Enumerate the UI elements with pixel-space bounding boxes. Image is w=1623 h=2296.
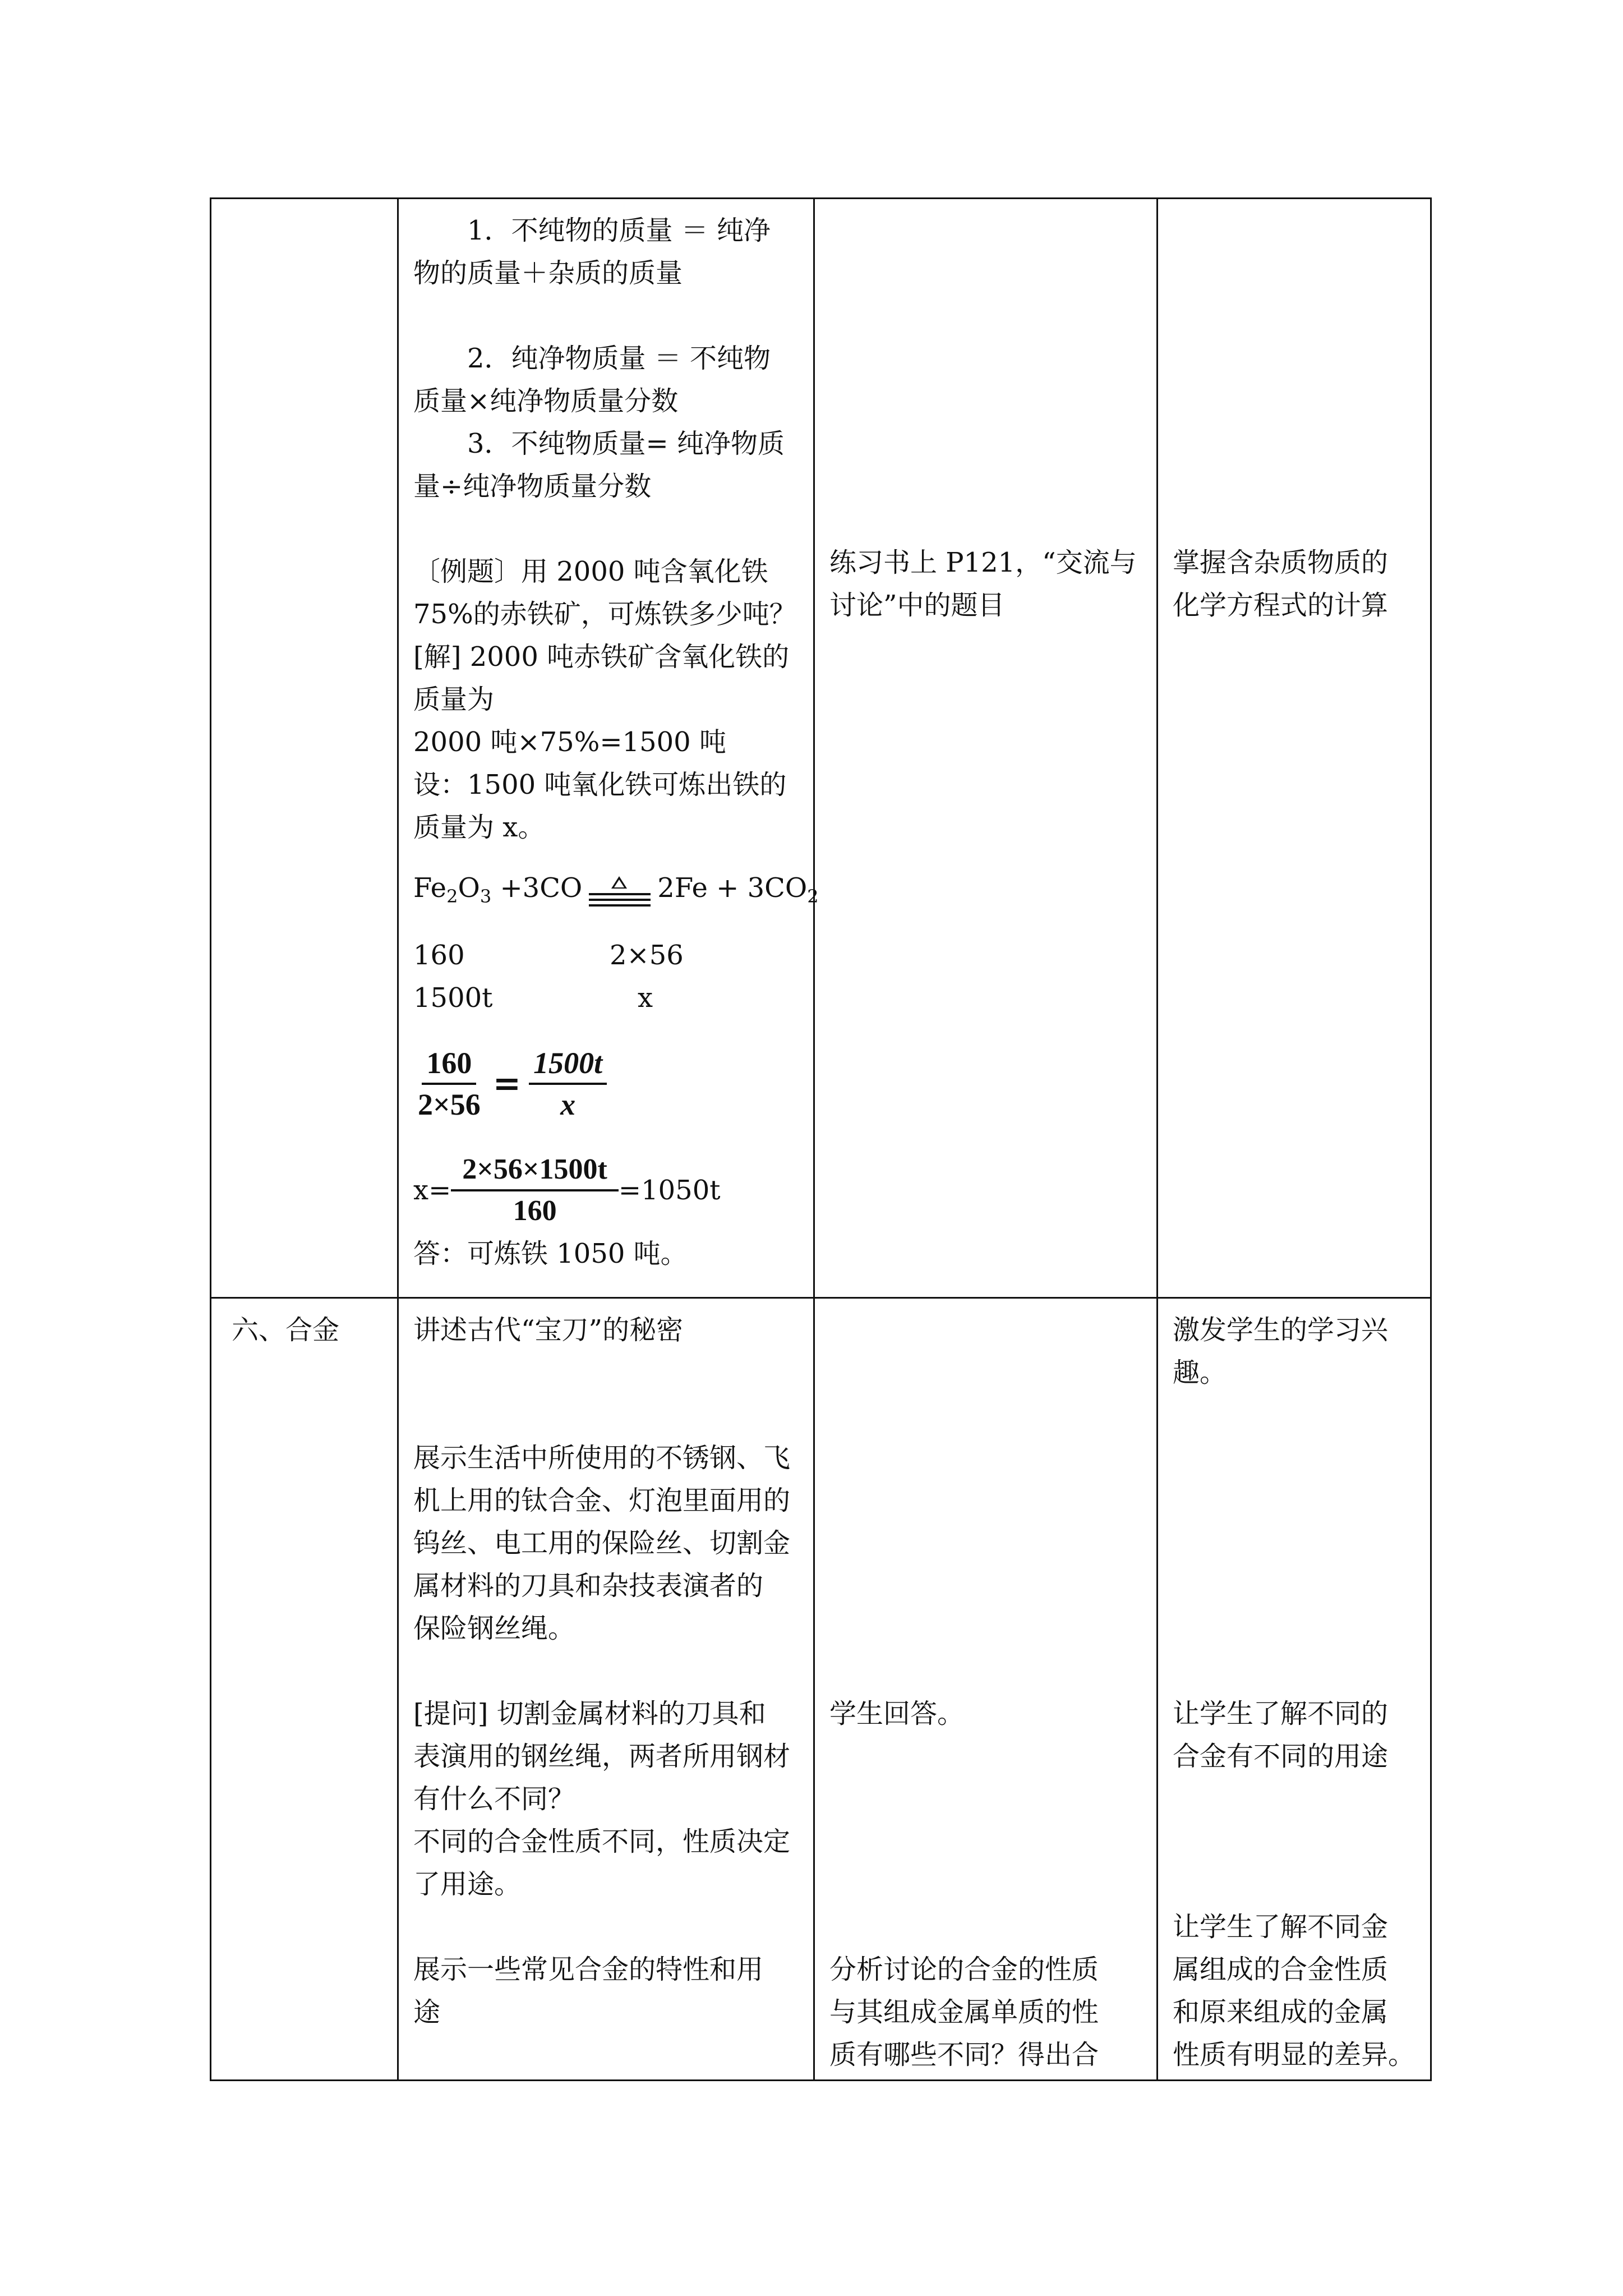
discussion-line-1: 分析讨论的合金的性质 (829, 1954, 1099, 1985)
ratio-given-2: x (638, 982, 653, 1014)
question-line-4: 不同的合金性质不同，性质决定 (413, 1826, 791, 1857)
student-activity-line-1: 练习书上 P121，“交流与 (829, 547, 1137, 578)
formula-1-line-1: 1．不纯物的质量 ＝ 纯净 (467, 215, 771, 246)
question-line-3: 有什么不同？ (413, 1783, 575, 1815)
design-intent-cell (1158, 199, 1431, 1298)
student-activity-cell (814, 1298, 1158, 2081)
fraction-right: $\frac{1500t}{x}$ (529, 1043, 607, 1124)
story-line: 讲述古代“宝刀”的秘密 (413, 1314, 684, 1346)
solution-line-1: [解] 2000 吨赤铁矿含氧化铁的 (413, 641, 790, 673)
intent-c-line-3: 和原来组成的金属 (1173, 1996, 1389, 2028)
design-intent-cell (1158, 1298, 1431, 2081)
x-prefix: x= (413, 1175, 451, 1206)
design-intent-line-1: 掌握含杂质物质的 (1173, 547, 1389, 578)
chemical-equation (413, 861, 819, 923)
formula-2-line-2: 质量×纯净物质量分数 (413, 385, 679, 417)
display-line-1: 展示生活中所使用的不锈钢、飞 (413, 1442, 791, 1474)
intent-b-line-1: 让学生了解不同的 (1173, 1698, 1389, 1729)
teacher-activity-cell (398, 1298, 814, 2081)
display-line-4: 属材料的刀具和杂技表演者的 (413, 1570, 764, 1602)
example-line-1: 〔例题〕用 2000 吨含氧化铁 (413, 556, 768, 587)
teacher-activity-cell (398, 199, 819, 1298)
intent-a-line-2: 趣。 (1173, 1357, 1227, 1388)
equals-sign: = (492, 1064, 522, 1103)
discussion-line-3: 质有哪些不同？得出合 (829, 2039, 1099, 2070)
section-title: 六、合金 (232, 1314, 340, 1346)
answer-line: 答：可炼铁 1050 吨。 (413, 1238, 688, 1269)
solution-line-2: 质量为 (413, 684, 495, 715)
alloy-display-line-2: 途 (413, 1996, 441, 2028)
formula-3-line-2: 量÷纯净物质量分数 (413, 471, 652, 502)
lesson-plan-table (210, 197, 1432, 2081)
display-line-3: 钨丝、电工用的保险丝、切割金 (413, 1527, 791, 1559)
student-activity-cell (814, 199, 1158, 1298)
discussion-line-2: 与其组成金属单质的性 (829, 1996, 1099, 2028)
intent-b-line-2: 合金有不同的用途 (1173, 1741, 1389, 1772)
solution-line-5: 质量为 x。 (413, 812, 545, 843)
solve-x-equation (413, 1148, 799, 1232)
example-line-2: 75%的赤铁矿，可炼铁多少吨？ (413, 599, 796, 630)
solution-line-3: 2000 吨×75%=1500 吨 (413, 726, 726, 758)
equation-reactant: $Fe_2O_3 +3CO$ (413, 872, 583, 907)
table-row (211, 1298, 1431, 2081)
fraction-left: $\frac{160}{2\times 56}$ (413, 1043, 485, 1124)
section-cell (211, 1298, 398, 2081)
display-line-2: 机上用的钛合金、灯泡里面用的 (413, 1485, 791, 1516)
display-line-5: 保险钢丝绳。 (413, 1613, 575, 1644)
heat-equals-icon (589, 875, 651, 909)
solution-line-4: 设：1500 吨氧化铁可炼出铁的 (413, 769, 787, 800)
design-intent-line-2: 化学方程式的计算 (1173, 590, 1389, 621)
intent-c-line-1: 让学生了解不同金 (1173, 1911, 1389, 1943)
equation-product: $2Fe + 3CO_2$ (657, 872, 819, 907)
student-answer-line: 学生回答。 (829, 1698, 965, 1729)
formula-2-line-1: 2．纯净物质量 ＝ 不纯物 (467, 343, 771, 374)
intent-a-line-1: 激发学生的学习兴 (1173, 1314, 1389, 1346)
table-row (211, 199, 1431, 1298)
ratio-mass-2: 2×56 (610, 940, 684, 971)
intent-c-line-4: 性质有明显的差异。 (1173, 2039, 1415, 2070)
question-line-1: [提问] 切割金属材料的刀具和 (413, 1698, 766, 1729)
section-cell (211, 199, 398, 1298)
x-fraction: $\frac{2\times 56\times 1500t}{160}$ (451, 1150, 619, 1231)
ratio-mass-1: 160 (413, 940, 465, 971)
alloy-display-line-1: 展示一些常见合金的特性和用 (413, 1954, 764, 1985)
formula-1-line-2: 物的质量＋杂质的质量 (413, 257, 683, 289)
student-activity-line-2: 讨论”中的题目 (829, 590, 1005, 621)
question-line-2: 表演用的钢丝绳，两者所用钢材 (413, 1741, 791, 1772)
intent-c-line-2: 属组成的合金性质 (1173, 1954, 1389, 1985)
ratio-given-1: 1500t (413, 982, 493, 1014)
formula-3-line-1: 3．不纯物质量= 纯净物质 (467, 428, 785, 459)
x-result: =1050t (618, 1175, 721, 1206)
question-line-5: 了用途。 (413, 1869, 522, 1900)
